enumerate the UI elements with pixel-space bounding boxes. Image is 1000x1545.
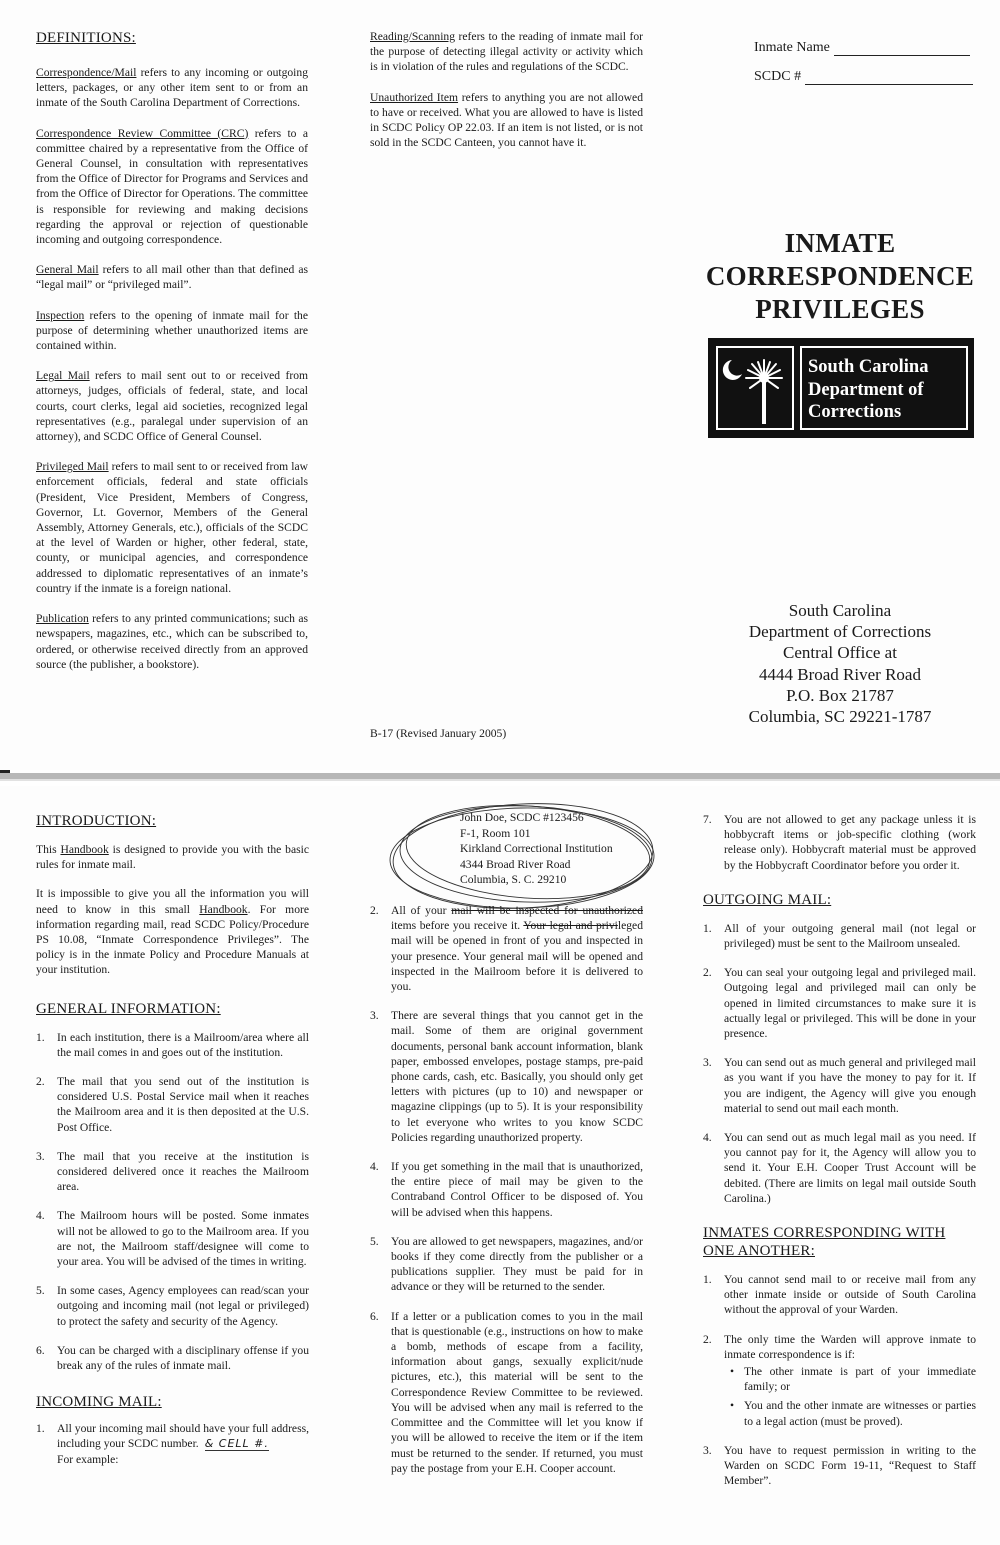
- example-address-line: 4344 Broad River Road: [460, 857, 571, 871]
- address-line: Department of Corrections: [748, 622, 932, 642]
- definition-item: [36, 262, 308, 292]
- item-text: You are not allowed to get any package unless it is hobbycraft items or job-specific clothing (work release only). Hobbycraft material must be approved by the Hobbycraft Coordinator before you order it.: [724, 813, 976, 872]
- list-item: [36, 1030, 309, 1060]
- definition-text: refers to any printed communications; such as newspapers, magazines, etc., which can be subscribed to, ordered, or otherwise received directly from an approved source (the publisher, a bookstore).: [36, 612, 308, 671]
- item-number: 1.: [703, 1273, 712, 1287]
- item-number: 3.: [36, 1149, 45, 1163]
- item-number: 5.: [36, 1284, 45, 1298]
- intro-text: is designed to provide you with the basic rules for inmate mail.: [36, 843, 309, 872]
- list-item: [703, 812, 976, 873]
- item-text: You cannot send mail to or receive mail from any other inmate inside or outside of South Carolina without the approval of your Warden.: [724, 1273, 976, 1317]
- fold-shadow: [0, 779, 1000, 781]
- definition-term: Publication: [36, 612, 89, 626]
- scdc-logo: [708, 338, 974, 438]
- definitions-continued-panel: [370, 29, 643, 165]
- list-item: [703, 921, 976, 951]
- item-text: All your incoming mail should have your full address, including your SCDC number.: [57, 1422, 309, 1451]
- item-text: items before you receive it.: [391, 919, 524, 933]
- item-number: 3.: [703, 1443, 712, 1457]
- item-number: 2.: [370, 904, 379, 917]
- item-text: If a letter or a publication comes to you in the mail that is questionable (e.g., instructions on how to make a bomb, methods of escape from a facility, information about gangs, sexually explicit/nude pictures, etc.), this material will be sent to the Correspondence Review Committee to be reviewed. You will be advised when any mail is referred to the Committee and the Committee will let you know if you will be allowed to receive the item or if the item must be returned to the sender. If returned, you must pay the postage from your E.H. Cooper account.: [391, 1309, 643, 1475]
- item-number: 1.: [36, 1030, 45, 1044]
- general-information-heading: GENERAL INFORMATION:: [36, 1000, 221, 1017]
- list-item: [370, 903, 643, 994]
- item-number: 1.: [36, 1422, 45, 1436]
- bullet-icon: •: [730, 1365, 735, 1379]
- definition-term: Correspondence Review Committee (CRC): [36, 126, 249, 140]
- intro-text: This: [36, 843, 61, 856]
- bullet-icon: •: [730, 1399, 735, 1413]
- introduction-panel: [36, 812, 309, 1481]
- item-number: 6.: [370, 1309, 379, 1323]
- inmates-corresponding-heading: INMATES CORRESPONDING WITH ONE ANOTHER:: [703, 1225, 946, 1260]
- struck-text: mail will be inspected for unauthorized: [451, 904, 643, 917]
- definition-text: refers to mail sent to or received from law enforcement officials, federal and state officials (President, Vice President, Members of Congress, Governor, Lt. Governor, Members of the General Assembly, Attorney Generals, etc.), officials of the SCDC at the level of Warden or higher, other federal, state, county, or municipal agencies, and correspondence addressed to diplomatic representatives of an inmate’s country if the inmate is a foreign national.: [36, 460, 308, 595]
- incoming-mail-list: [36, 1421, 309, 1467]
- item-number: 4.: [370, 1160, 379, 1174]
- list-item: [36, 1421, 309, 1467]
- inmates-corresponding-list: [703, 1272, 976, 1488]
- definition-term: Reading/Scanning: [370, 30, 456, 43]
- list-item: [370, 1008, 643, 1145]
- handbook-term: Handbook: [199, 902, 248, 916]
- logo-line: Corrections: [808, 402, 902, 422]
- item-text: You have to request permission in writing to the Warden on SCDC Form 19-11, “Request to Staff Member”.: [724, 1443, 976, 1488]
- definition-text: refers to anything you are not allowed to have or received. What you are allowed to have is listed in SCDC Policy OP 22.03. If an item is not listed, or is not sold in the SCDC Canteen, you cannot have it.: [370, 90, 643, 150]
- item-text: All of your: [391, 904, 452, 917]
- list-item: [703, 1055, 976, 1116]
- definition-text: refers to all mail other than that defined as “legal mail” or “privileged mail”.: [36, 263, 308, 292]
- definition-term: Inspection: [36, 308, 85, 322]
- list-item: [703, 1130, 976, 1206]
- list-item: [36, 1343, 309, 1373]
- cover-title-line: PRIVILEGES: [755, 294, 925, 324]
- sub-list-item: [724, 1398, 976, 1428]
- sub-item-text: The other inmate is part of your immediate family; or: [744, 1365, 976, 1394]
- address-line: South Carolina: [788, 601, 892, 620]
- address-line: Columbia, SC 29221-1787: [748, 707, 932, 727]
- outgoing-mail-heading: OUTGOING MAIL:: [703, 891, 832, 908]
- list-item: [370, 1159, 643, 1220]
- item-text: You can seal your outgoing legal and privileged mail. Outgoing legal and privileged mail can only be opened in limited circumstances to make sure it is actually legal or privileged. This will be done in your presence.: [724, 966, 976, 1041]
- incoming-mail-list-continued: [370, 903, 643, 1476]
- definition-term: Correspondence/Mail: [36, 66, 137, 79]
- list-item: [36, 1149, 309, 1195]
- item-number: 2.: [36, 1075, 45, 1089]
- item-text: For example:: [57, 1452, 119, 1466]
- item-text: The mail that you send out of the institution is considered U.S. Postal Service mail when it reaches the Mailroom area and it is then deposited at the U.S. Post Office.: [57, 1075, 309, 1134]
- item-text: You can send out as much legal mail as you need. If you cannot pay for it, the Agency will allow you to send it. Your E.H. Cooper Trust Account will be debited. (There are limits on legal mail outside South Carolina.): [724, 1131, 976, 1205]
- scdc-number-blank[interactable]: [805, 71, 973, 85]
- item-number: 3.: [370, 1009, 379, 1023]
- address-line: P.O. Box 21787: [786, 685, 894, 705]
- item-text: The only time the Warden will approve inmate to inmate correspondence is if:: [724, 1332, 976, 1361]
- approval-conditions-list: [724, 1364, 976, 1429]
- definition-term: Unauthorized Item: [370, 90, 459, 104]
- item-text: In some cases, Agency employees can read/scan your outgoing and incoming mail (not legal or privileged) to protect the safety and security of the Agency.: [57, 1284, 309, 1328]
- inmate-name-label: Inmate Name: [754, 40, 830, 55]
- list-item: [703, 1272, 976, 1318]
- item-text: If you get something in the mail that is unauthorized, the entire piece of mail may be given to the Contraband Control Officer to be disposed of. You will be advised when this happens.: [391, 1160, 643, 1219]
- outgoing-mail-list: [703, 921, 976, 1206]
- list-item: [370, 1234, 643, 1295]
- cover-panel: [700, 0, 980, 770]
- example-address: [460, 810, 613, 888]
- logo-text-box: [800, 346, 968, 430]
- definition-text: refers to a committee chaired by a representative from the Office of General Counsel, in consultation with representatives from the Office of Director for Programs and Services and from the Office of Director for Operations. The committee is responsible for reviewing and making decisions regarding the approval or rejection of questionable incoming and outgoing correspondence.: [36, 126, 309, 247]
- outgoing-mail-panel: [703, 812, 976, 1503]
- list-item: [36, 1283, 309, 1329]
- definition-term: Legal Mail: [36, 369, 90, 383]
- item-number: 7.: [703, 813, 712, 826]
- intro-paragraph: [36, 886, 309, 977]
- definitions-panel: [36, 29, 308, 687]
- incoming-mail-continued-panel: [370, 903, 643, 1490]
- item-text: You are allowed to get newspapers, magazines, and/or books if they come directly from the publisher or a publications supplier. They must be paid for in advance or they will be returned to the sender.: [391, 1234, 643, 1294]
- definitions-heading: DEFINITIONS:: [36, 30, 136, 46]
- address-line: Central Office at: [783, 643, 897, 663]
- list-item: [370, 1309, 643, 1476]
- example-address-line: John Doe, SCDC #123456: [460, 811, 584, 824]
- cover-title: [700, 227, 980, 326]
- sub-item-text: You and the other inmate are witnesses or parties to a legal action (must be proved).: [744, 1399, 976, 1428]
- item-number: 2.: [703, 966, 712, 980]
- logo-line: Department of: [808, 379, 924, 400]
- definition-text: refers to the opening of inmate mail for the purpose of determining whether unauthorized items are contained within.: [36, 308, 308, 353]
- definition-item: [36, 459, 308, 596]
- item-number: 2.: [703, 1332, 712, 1346]
- incoming-mail-heading: INCOMING MAIL:: [36, 1394, 162, 1411]
- scdc-number-field[interactable]: [754, 69, 973, 85]
- definition-item: [36, 65, 308, 111]
- list-item: [36, 1208, 309, 1269]
- item-text: The mail that you receive at the institution is considered delivered once it reaches the Mailroom area.: [57, 1149, 309, 1194]
- item-number: 4.: [703, 1131, 712, 1145]
- sub-list-item: [724, 1364, 976, 1394]
- intro-text: . For more information regarding mail, read SCDC Policy/Procedure PS 10.08, “Inmate Correspondence Privileges”. The policy is in the inmate Policy and Procedure Manuals at your institution.: [36, 902, 309, 977]
- definition-item: [370, 29, 643, 75]
- example-address-line: Columbia, S. C. 29210: [460, 873, 567, 887]
- incoming-mail-list-end: [703, 812, 976, 873]
- scdc-number-label: SCDC #: [754, 69, 802, 84]
- struck-text: Your legal and privi: [523, 919, 618, 933]
- definition-text: refers to mail sent out to or received from attorneys, judges, officials of federal, state, and local courts, court clerks, legal aid societies, recognized legal representatives (e.g., paralegal under supervision of an attorney), and SCDC Office of General Counsel.: [36, 369, 309, 444]
- item-text: In each institution, there is a Mailroom/area where all the mail comes in and goes out of the institution.: [57, 1030, 309, 1059]
- list-item: [36, 1074, 309, 1135]
- item-number: 4.: [36, 1209, 45, 1223]
- definition-item: [36, 368, 308, 444]
- item-number: 3.: [703, 1056, 712, 1070]
- handwritten-annotation: & CELL #.: [204, 1437, 269, 1451]
- item-number: 6.: [36, 1343, 45, 1357]
- definition-item: [370, 90, 643, 151]
- intro-paragraph: [36, 842, 309, 872]
- list-item: [703, 965, 976, 1041]
- definition-text: refers to the reading of inmate mail for the purpose of detecting illegal activity or activity which is in violation of the rules and regulations of the SCDC.: [370, 30, 643, 74]
- handbook-term: Handbook: [60, 843, 109, 856]
- definition-item: [36, 308, 308, 354]
- palmetto-moon-icon: [718, 348, 792, 428]
- inmate-name-field[interactable]: [754, 40, 970, 56]
- definition-item: [36, 611, 308, 672]
- item-number: 1.: [703, 921, 712, 935]
- item-text: You can be charged with a disciplinary offense if you break any of the rules of inmate mail.: [57, 1343, 309, 1373]
- brochure-outside: [0, 0, 1000, 770]
- item-text: leged mail will be opened in front of you and inspected in your presence. Your general mail will be opened and inspected in the Mailroom before it is delivered to you.: [391, 919, 643, 994]
- item-text: All of your outgoing general mail (not legal or privileged) must be sent to the Mailroom unsealed.: [724, 921, 976, 951]
- central-office-address: [700, 600, 980, 727]
- revision-note: B-17 (Revised January 2005): [370, 727, 507, 740]
- inmate-name-blank[interactable]: [834, 42, 970, 56]
- introduction-heading: INTRODUCTION:: [36, 813, 157, 829]
- definition-item: [36, 126, 308, 248]
- item-number: 5.: [370, 1234, 379, 1248]
- cover-title-line: CORRESPONDENCE: [705, 261, 975, 291]
- definition-term: General Mail: [36, 263, 99, 277]
- intro-text: It is impossible to give you all the information you will need to know in this small: [36, 887, 309, 916]
- example-address-line: Kirkland Correctional Institution: [460, 842, 613, 856]
- list-item: [703, 1332, 976, 1429]
- palmetto-emblem: [716, 346, 794, 430]
- list-item: [703, 1443, 976, 1489]
- item-text: You can send out as much general and privileged mail as you want if you have the money to pay for it. If you are indigent, the Agency will give you enough material to send out mail each month.: [724, 1056, 976, 1115]
- general-information-list: [36, 1030, 309, 1374]
- definition-term: Privileged Mail: [36, 460, 109, 474]
- definition-text: refers to any incoming or outgoing letters, packages, or any other item sent to or from an inmate of the South Carolina Department of Corrections.: [36, 66, 308, 110]
- logo-line: South Carolina: [808, 357, 929, 377]
- item-text: There are several things that you cannot get in the mail. Some of them are original government documents, personal bank account information, blank paper, embossed envelopes, postage stamps, pre-paid phone cards, cash, etc. Basically, you should only get letters with pictures (up to 10) and newspaper or magazine clippings (up to 5). It is your responsibility to let everyone who writes to you know SCDC Policies regarding unauthorized property.: [391, 1009, 643, 1144]
- example-address-line: F-1, Room 101: [460, 826, 531, 840]
- address-line: 4444 Broad River Road: [759, 664, 921, 684]
- logo-text: [808, 356, 968, 424]
- cover-title-line: INMATE: [784, 228, 896, 258]
- item-text: The Mailroom hours will be posted. Some inmates will not be allowed to go to the Mailroom area. If you are not, the Mailroom staff/designee will come to your area. You will be advised of the times in writing.: [57, 1209, 309, 1269]
